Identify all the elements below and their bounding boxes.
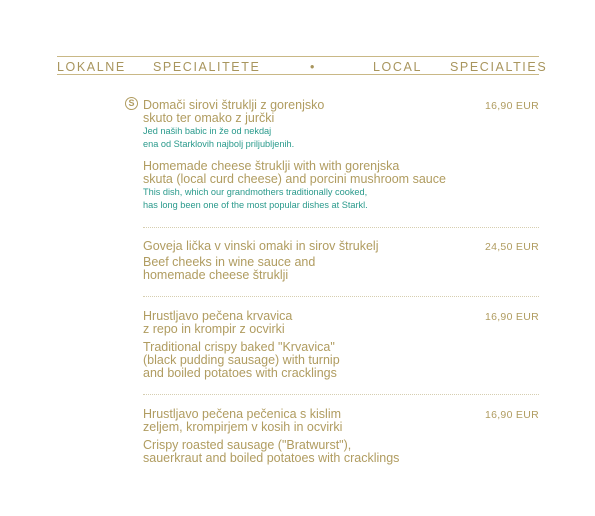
item-desc-si-line: ena od Starklovih najbolj priljubljenih.: [143, 139, 295, 149]
item-price: 24,50 EUR: [484, 241, 539, 253]
item-name-en-line: homemade cheese štruklji: [143, 268, 289, 282]
item-price: 16,90 EUR: [484, 409, 539, 421]
item-desc-en-line: has long been one of the most popular dishes at Starkl.: [143, 200, 368, 210]
item-separator: [143, 227, 539, 228]
starkl-s-logo-icon: S: [125, 97, 138, 110]
item-name-si-line: z repo in krompir z ocvirki: [143, 322, 285, 336]
item-name-en-line: Homemade cheese štruklji with with gorenjska: [143, 159, 400, 173]
item-name-si-line: zeljem, krompirjem v kosih in ocvirki: [143, 420, 343, 434]
item-name-si-line: skuto ter omako z jurčki: [143, 111, 275, 125]
menu-item-beef-cheeks: [143, 240, 539, 282]
item-name-si-line: Goveja lička v vinski omaki in sirov štrukelj: [143, 239, 379, 253]
header-label-specialitete: SPECIALITETE: [153, 60, 261, 74]
header-label-specialties: SPECIALTIES: [450, 60, 548, 74]
item-name-en-line: Traditional crispy baked "Krvavica": [143, 340, 335, 354]
header-label-local: LOCAL: [373, 60, 422, 74]
item-name-en-line: skuta (local curd cheese) and porcini mushroom sauce: [143, 172, 446, 186]
item-name-en-line: Crispy roasted sausage ("Bratwurst"),: [143, 438, 352, 452]
item-name-si-line: Hrustljavo pečena krvavica: [143, 309, 293, 323]
header-bottom-rule: [57, 74, 539, 75]
item-price: 16,90 EUR: [484, 100, 539, 112]
item-name-en-line: Beef cheeks in wine sauce and: [143, 255, 316, 269]
header-label-lokalne: LOKALNE: [57, 60, 126, 74]
item-name-en-line: (black pudding sausage) with turnip: [143, 353, 340, 367]
item-name-si-line: Hrustljavo pečena pečenica s kislim: [143, 407, 342, 421]
item-name-si-line: Domači sirovi štruklji z gorenjsko: [143, 98, 325, 112]
menu-item-pecenica: [143, 408, 539, 465]
item-desc-en-line: This dish, which our grandmothers traditionally cooked,: [143, 187, 368, 197]
item-name-en-line: sauerkraut and boiled potatoes with cracklings: [143, 451, 400, 465]
item-separator: [143, 394, 539, 395]
menu-item-krvavica: [143, 310, 539, 380]
header-top-rule: [57, 56, 539, 57]
item-name-en-line: and boiled potatoes with cracklings: [143, 366, 337, 380]
menu-item-strukli: [143, 99, 539, 212]
item-separator: [143, 296, 539, 297]
item-desc-si-line: Jed naših babic in že od nekdaj: [143, 126, 272, 136]
item-price: 16,90 EUR: [484, 311, 539, 323]
header-bullet: •: [310, 60, 316, 74]
